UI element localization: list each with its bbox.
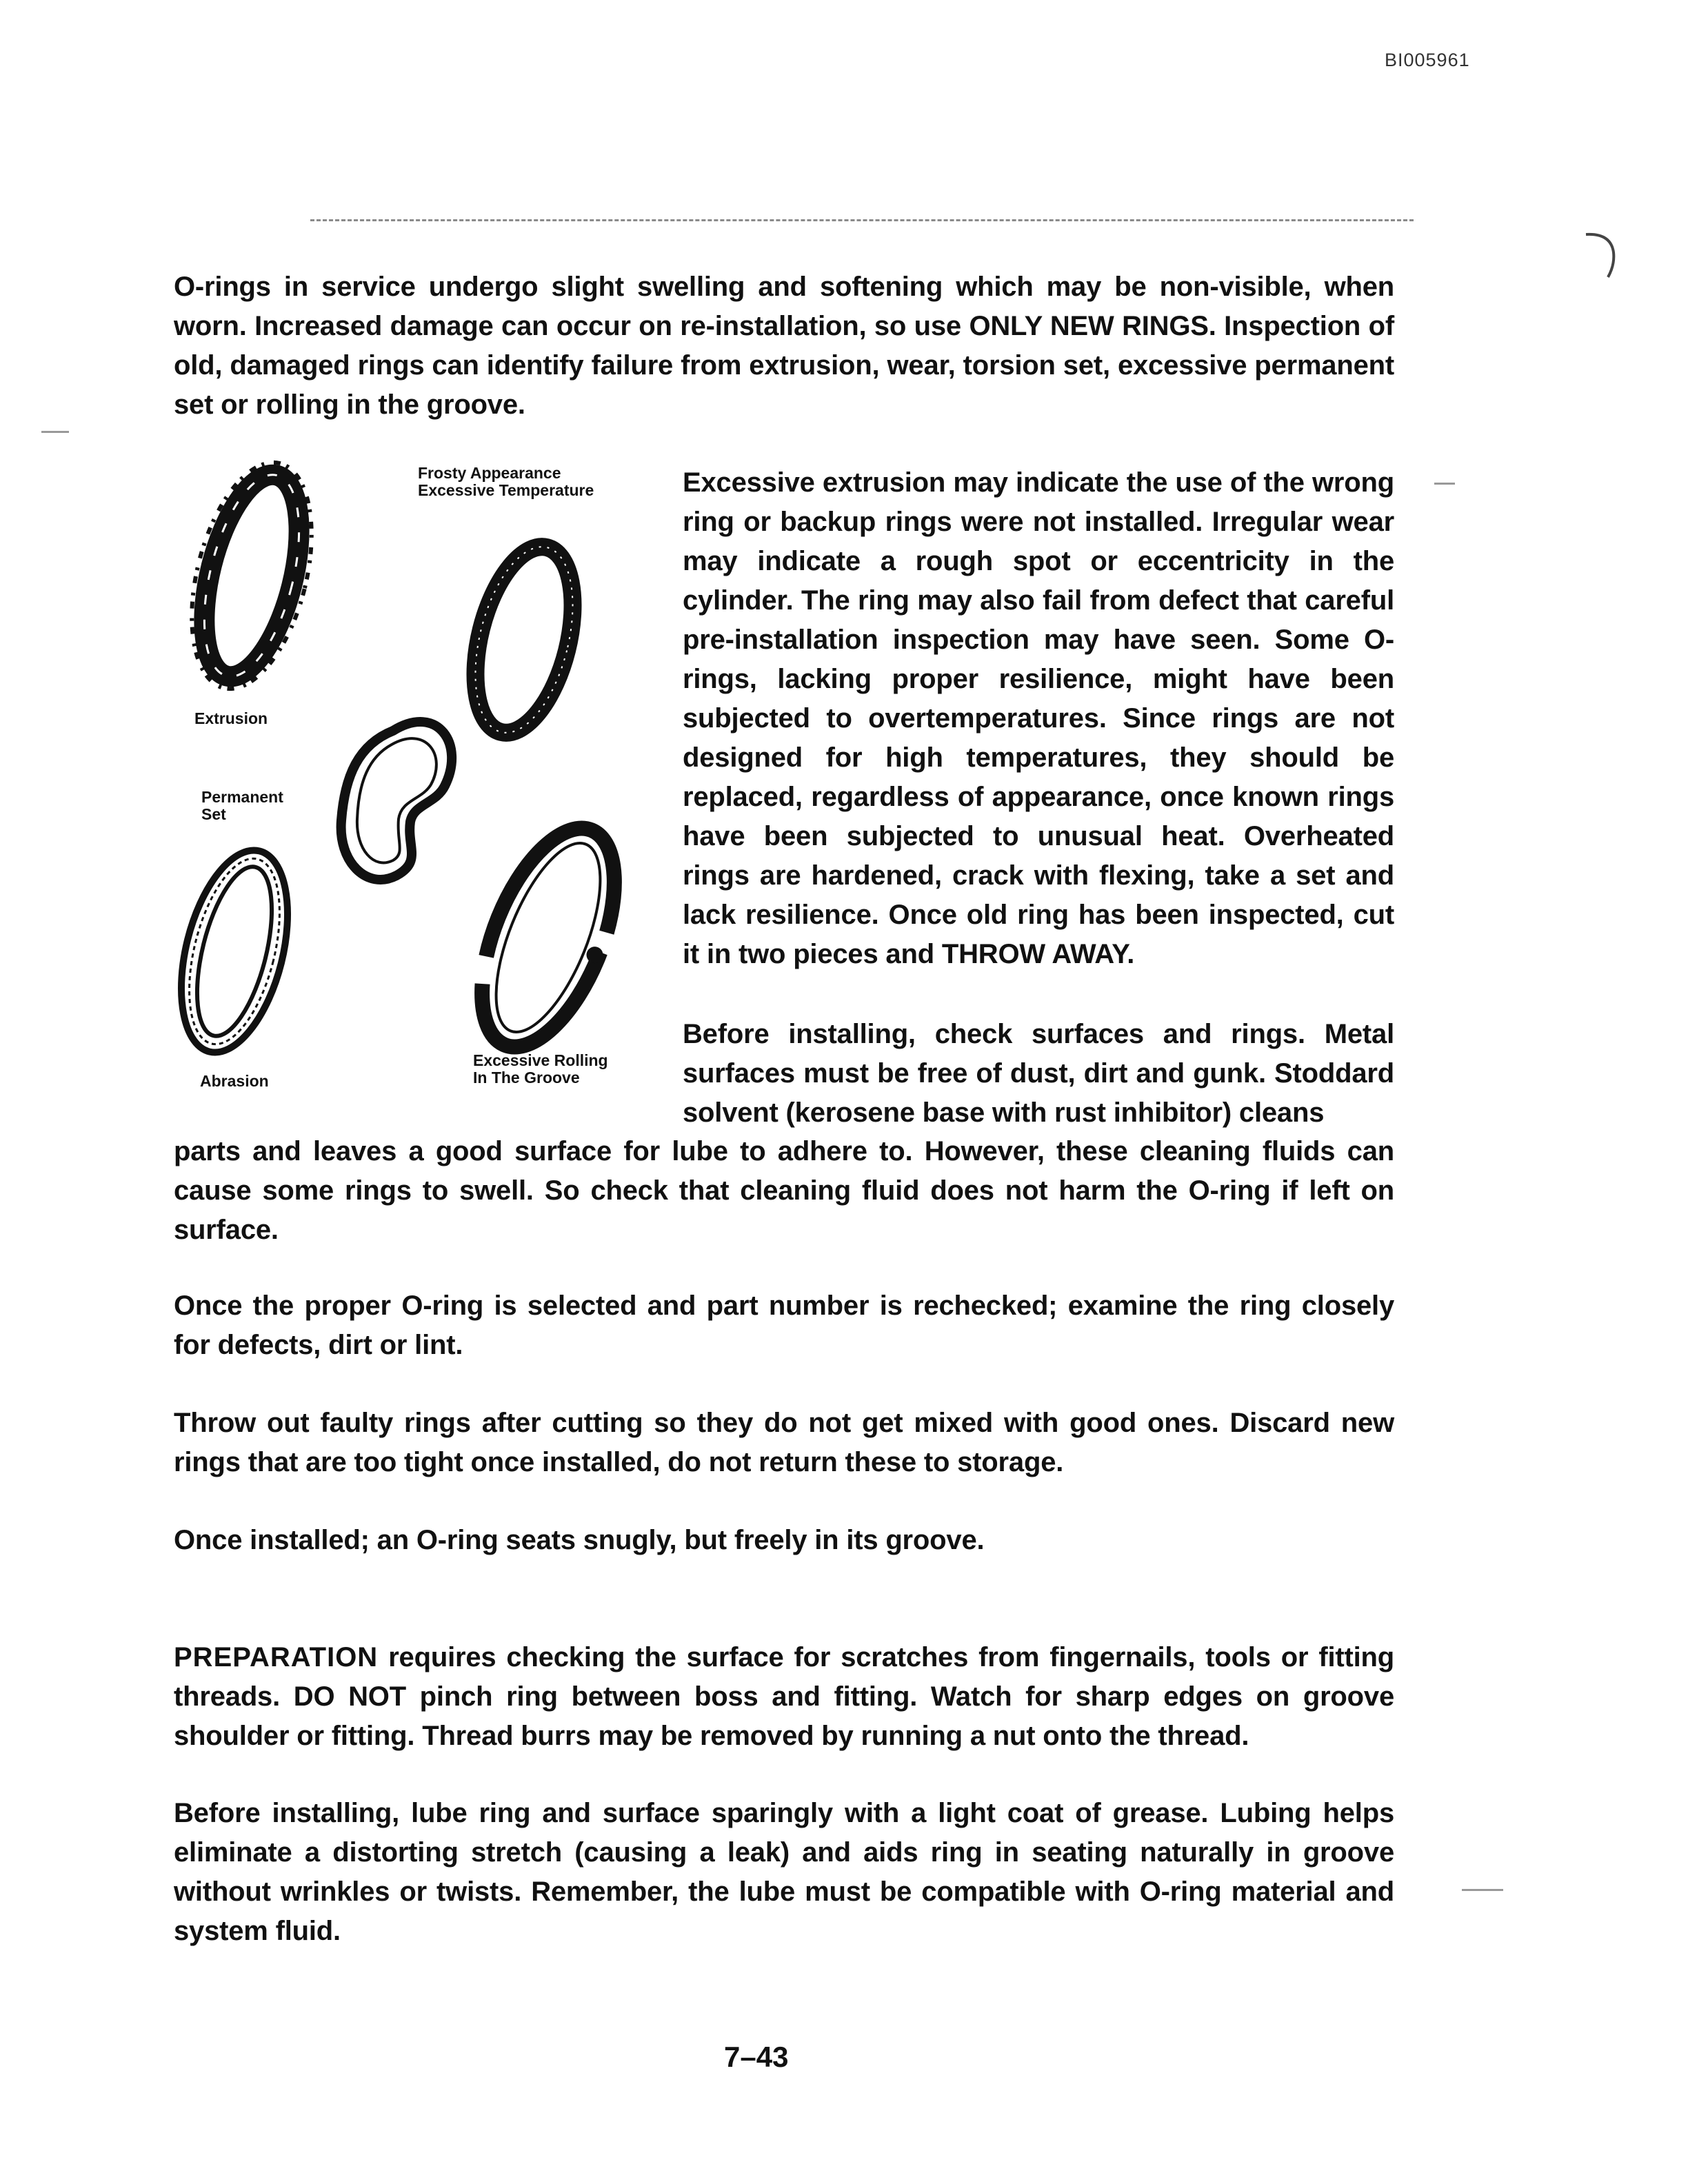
document-id: BI005961: [1385, 50, 1470, 70]
lube-paragraph: Before installing, lube ring and surface sparingly with a light coat of grease. Lubing helps eliminate a distorting stretch (causing a leak) and aids ring in seating naturally in groove without wrinkles or twists. Remember, the lube must be compatible with O-ring material and system fluid.: [174, 1798, 1394, 1946]
corner-mark: [1583, 219, 1619, 281]
rolling-ring: [455, 810, 645, 1066]
scan-rule: [310, 219, 1414, 221]
scan-speck: [41, 431, 69, 433]
permanent-set-label: Permanent Set: [201, 788, 283, 823]
oring-illustrations: [172, 455, 669, 1117]
extrusion-paragraph: Excessive extrusion may indicate the use of the wrong ring or backup rings were not installed. Irregular wear may indicate a rough spot or eccentricity in the cylinder. The ring may also fail from defect that careful pre-installation inspection may have seen. Some O-rings, lacking proper resilience, might have been subjected to overtemperatures. Since rings are not designed for high temperatures, they should be replaced, regardless of appearance, once known rings have been subjected to unusual heat. Overheated rings are hardened, crack with flexing, take a set and lack resilience. Once old ring has been inspected, cut it in two pieces and THROW AWAY.: [683, 467, 1394, 969]
oring-failure-figure: [172, 455, 669, 1117]
once-selected-paragraph: Once the proper O-ring is selected and part number is rechecked; examine the ring closely for defects, dirt or lint.: [174, 1291, 1394, 1360]
before-installing-paragraph-top: Before installing, check surfaces and rings. Metal surfaces must be free of dust, dirt and gunk. Stoddard solvent (kerosene base with rust inhibitor) cleans: [683, 1019, 1394, 1128]
preparation-text: requires checking the surface for scratches from fingernails, tools or fitting threads. DO NOT pinch ring between boss and fitting. Watch for sharp edges on groove shoulder or fitting. Thread burrs may be removed by running a nut onto the thread.: [174, 1642, 1394, 1751]
before-installing-paragraph-bottom: parts and leaves a good surface for lube to adhere to. However, these cleaning fluids can cause some rings to swell. So check that cleaning fluid does not harm the O-ring if left on surface.: [174, 1136, 1394, 1245]
page-number: 7–43: [724, 2041, 789, 2073]
preparation-paragraph: [174, 1638, 1394, 1756]
intro-paragraph: O-rings in service undergo slight swelling and softening which may be non-visible, when worn. Increased damage can occur on re-installation, so use ONLY NEW RINGS. Inspection of old, damaged rings can identify failure from extrusion, wear, torsion set, excessive permanent set or rolling in the groove.: [174, 272, 1394, 420]
frosty-ring: [459, 537, 590, 743]
excessive-rolling-label: Excessive Rolling In The Groove: [473, 1051, 608, 1086]
throw-out-paragraph: Throw out faulty rings after cutting so they do not get mixed with good ones. Discard new rings that are too tight once installed, do not return these to storage.: [174, 1408, 1394, 1477]
extrusion-label: Extrusion: [194, 709, 268, 727]
abrasion-label: Abrasion: [200, 1072, 269, 1090]
scan-speck: [1462, 1889, 1503, 1891]
extrusion-ring: [172, 455, 332, 701]
permanent-set-ring: [341, 722, 452, 880]
preparation-heading: PREPARATION: [174, 1642, 379, 1672]
once-installed-paragraph: Once installed; an O-ring seats snugly, but freely in its groove.: [174, 1525, 985, 1555]
abrasion-ring: [172, 840, 306, 1064]
scan-speck: [1434, 483, 1455, 485]
frosty-appearance-label: Frosty Appearance Excessive Temperature: [418, 464, 594, 499]
